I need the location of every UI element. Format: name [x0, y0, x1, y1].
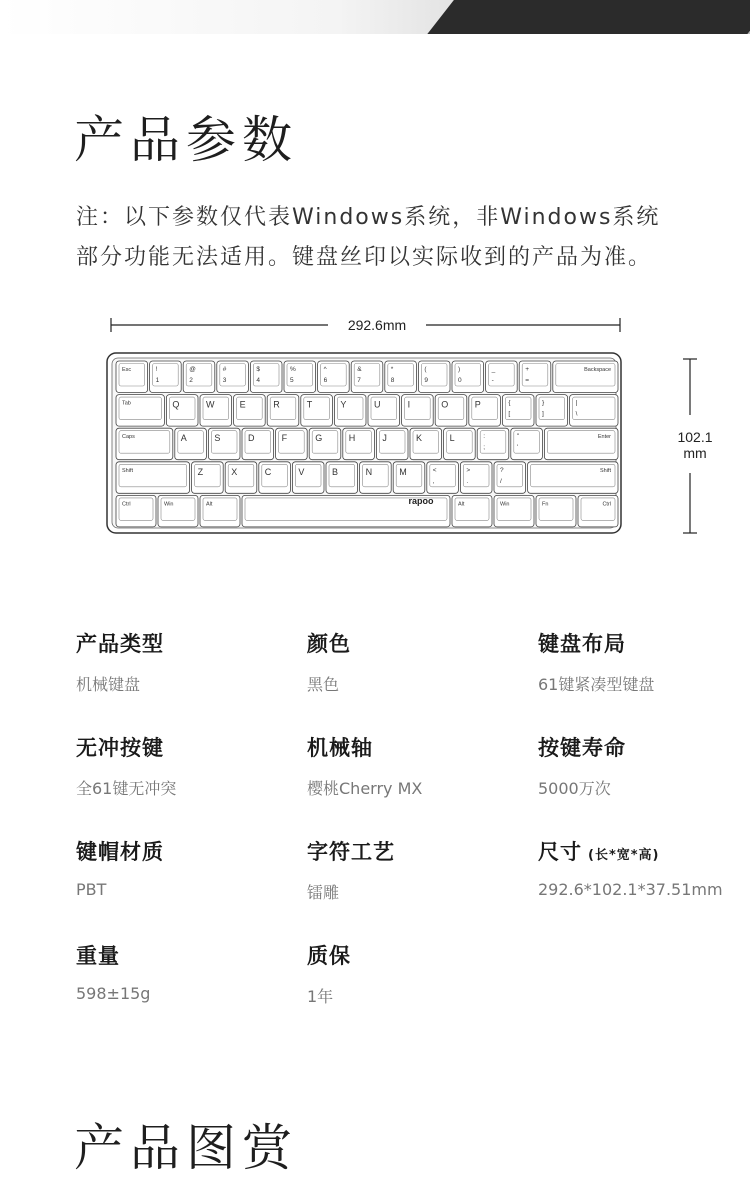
brand-logo: rapoo [408, 496, 434, 506]
keycap-legend: Esc [122, 367, 132, 373]
keycap-legend: 3 [222, 377, 227, 384]
keycap-legend: L [449, 433, 455, 444]
keycap-legend: ] [542, 410, 544, 418]
spec-label-sub: (长*宽*高) [588, 848, 660, 863]
spec-label: 质保 [307, 944, 351, 968]
spec-label: 键帽材质 [76, 840, 164, 864]
keycap [553, 361, 618, 393]
keycap-legend: & [357, 366, 362, 373]
keycap [393, 462, 425, 494]
keycap [225, 462, 257, 494]
keycap-legend: \ [575, 410, 578, 418]
keycap [444, 428, 476, 460]
keycap-legend: X [231, 466, 238, 477]
spec-value: 樱桃Cherry MX [307, 779, 423, 798]
keycap-legend: D [248, 433, 255, 444]
keycap [435, 395, 467, 427]
keycap-legend: # [222, 366, 227, 373]
keycap-legend: B [332, 466, 339, 477]
keycap [360, 462, 392, 494]
keycap [192, 462, 224, 494]
spec-value: 1年 [307, 987, 334, 1006]
keycap-legend: J [382, 433, 387, 444]
gallery-section-title: 产品图赏 [74, 1119, 298, 1177]
spec-value: 镭雕 [307, 883, 340, 902]
height-unit: mm [683, 445, 707, 461]
keycap [460, 462, 492, 494]
spec-label-main: 尺寸 [538, 840, 582, 864]
keycap-legend: Win [500, 501, 510, 508]
keycap-legend: Tab [122, 400, 131, 407]
photo-edge-dark [423, 0, 750, 34]
keycap [376, 428, 408, 460]
keycap-legend: . [466, 477, 469, 485]
keycap [519, 361, 551, 393]
keycap-legend: > [466, 466, 471, 474]
keycap [469, 395, 501, 427]
keycap-legend: : [483, 433, 486, 441]
keycap [200, 395, 232, 427]
keycap [427, 462, 459, 494]
disclaimer-note [76, 198, 696, 278]
keycap-legend: T [306, 399, 313, 410]
spec-label: 产品类型 [76, 632, 164, 656]
keycap [166, 395, 198, 427]
keycap [175, 428, 207, 460]
keycap-legend: 4 [256, 377, 261, 384]
keycap [267, 395, 299, 427]
note-line-1: 注：以下参数仅代表Windows系统，非Windows系统 [76, 205, 661, 230]
keycap-legend: Ctrl [602, 501, 611, 508]
spec-switch [307, 732, 527, 799]
keycap [351, 361, 383, 393]
keycap-legend: ) [458, 366, 461, 373]
spec-keycap-material [76, 836, 296, 899]
keycap [208, 428, 240, 460]
keycap [452, 361, 484, 393]
keycap-legend: _ [491, 366, 496, 373]
keycap-legend: K [416, 433, 423, 444]
keycap-legend: F [281, 433, 288, 444]
keycap-legend: + [525, 366, 529, 373]
keycap [536, 395, 568, 427]
keycap [158, 495, 198, 527]
spec-label: 重量 [76, 944, 120, 968]
keycap [528, 462, 618, 494]
keycap [234, 395, 266, 427]
keycap [292, 462, 324, 494]
keycap-legend: H [348, 433, 356, 444]
keycap-legend: Caps [122, 434, 135, 441]
spec-value: 黑色 [307, 675, 340, 694]
spec-product-type [76, 628, 296, 695]
keycap-legend: ^ [323, 366, 327, 373]
keycap [402, 395, 434, 427]
keycap-legend: Alt [458, 501, 465, 508]
spec-label: 按键寿命 [538, 736, 626, 760]
spec-value: 598±15g [76, 984, 151, 1003]
keycap-legend: S [214, 433, 221, 444]
keycap [116, 361, 148, 393]
keycap [318, 361, 350, 393]
keycap-legend: Y [340, 399, 347, 410]
keycap [477, 428, 509, 460]
keycap [536, 495, 576, 527]
keycap-legend: ! [155, 366, 158, 373]
keycap-legend: < [432, 466, 437, 474]
keycap [368, 395, 400, 427]
keycap-legend: 6 [323, 377, 328, 384]
keycap-legend: O [441, 399, 449, 410]
keycaps [116, 361, 618, 527]
keycap-legend: V [298, 466, 305, 477]
spec-value: 61键紧凑型键盘 [538, 675, 655, 694]
keycap-legend: % [290, 366, 296, 373]
keycap-legend: $ [256, 366, 261, 373]
keycap-legend: Fn [542, 501, 549, 508]
spec-legend-process [307, 836, 527, 903]
spec-value: 机械键盘 [76, 675, 141, 694]
keycap-legend: Z [197, 466, 204, 477]
keycap-legend: ' [516, 444, 519, 452]
keycap [578, 495, 618, 527]
spec-label [538, 836, 750, 866]
keycap [334, 395, 366, 427]
keycap [502, 395, 534, 427]
keycap [116, 462, 190, 494]
spec-label: 颜色 [307, 632, 351, 656]
keycap-legend: { [508, 399, 511, 407]
keycap-legend: [ [508, 410, 511, 418]
keycap [326, 462, 358, 494]
keycap-legend: P [474, 399, 481, 410]
keycap-legend: Enter [597, 434, 611, 441]
keycap [250, 361, 282, 393]
keycap-legend: 7 [357, 377, 361, 384]
keycap-legend: G [315, 433, 323, 444]
keycap-legend: Shift [599, 467, 611, 474]
spec-weight [76, 940, 296, 1003]
keycap-legend: M [399, 466, 407, 477]
spec-lifespan [538, 732, 750, 799]
keycap-legend: ? [500, 466, 504, 474]
keyboard-dimension-diagram [100, 305, 740, 545]
keycap-legend: " [516, 433, 520, 441]
spec-value: 5000万次 [538, 779, 611, 798]
keycap-legend: E [239, 399, 246, 410]
keycap [200, 495, 240, 527]
keycap-legend: U [374, 399, 381, 410]
keycap-legend: } [542, 399, 545, 407]
keycap [511, 428, 543, 460]
keycap [217, 361, 249, 393]
keycap-legend: Ctrl [122, 501, 131, 508]
keycap-legend: - [491, 377, 494, 384]
keycap-legend: 8 [390, 377, 395, 384]
params-section-title: 产品参数 [74, 111, 298, 169]
keycap-legend: I [407, 399, 411, 410]
keycap [494, 462, 526, 494]
keycap [276, 428, 308, 460]
keycap [494, 495, 534, 527]
keycap [116, 495, 156, 527]
note-line-2: 部分功能无法适用。键盘丝印以实际收到的产品为准。 [76, 245, 653, 270]
keycap [301, 395, 333, 427]
spec-nkro [76, 732, 296, 799]
spec-dimensions [538, 836, 750, 899]
keycap-legend: Backspace [584, 367, 611, 373]
keycap-legend: N [365, 466, 373, 477]
keycap-legend: A [180, 433, 187, 444]
keycap-legend: 0 [458, 377, 462, 384]
spec-label: 无冲按键 [76, 736, 164, 760]
top-product-photo-strip [0, 0, 750, 34]
keycap-legend: R [273, 399, 280, 410]
spec-value: PBT [76, 880, 107, 899]
keycap-legend: Q [172, 399, 180, 410]
keycap [150, 361, 182, 393]
keycap [259, 462, 291, 494]
keycap-legend: * [390, 366, 394, 373]
keycap-legend: | [575, 399, 578, 407]
spec-label: 机械轴 [307, 736, 373, 760]
keycap [385, 361, 417, 393]
keycap-legend: 5 [290, 377, 294, 384]
keycap [343, 428, 375, 460]
keycap-legend: 9 [424, 377, 429, 384]
keycap [410, 428, 442, 460]
keycap-legend: Win [164, 501, 174, 508]
keycap-legend: Shift [122, 467, 134, 474]
spec-value: 292.6*102.1*37.51mm [538, 880, 723, 899]
keycap [452, 495, 492, 527]
spec-color [307, 628, 527, 695]
keycap [116, 428, 173, 460]
spec-label: 字符工艺 [307, 840, 395, 864]
keycap-legend: Alt [206, 501, 213, 508]
keycap [284, 361, 316, 393]
keycap-legend: 2 [189, 377, 193, 384]
keycap-legend: ; [483, 444, 486, 452]
keycap [309, 428, 341, 460]
keycap [116, 395, 164, 427]
keycap [544, 428, 618, 460]
spec-label: 键盘布局 [538, 632, 626, 656]
keycap [486, 361, 518, 393]
height-value: 102.1 [677, 429, 713, 445]
keycap [418, 361, 450, 393]
keycap-legend: / [500, 477, 502, 485]
spec-layout [538, 628, 750, 695]
keycap-legend: @ [189, 366, 196, 373]
keycap-legend: W [206, 399, 215, 410]
keycap [183, 361, 215, 393]
spec-value: 全61键无冲突 [76, 779, 177, 798]
keycap-legend: 1 [155, 377, 160, 384]
keycap-legend: , [432, 477, 435, 485]
keycap-legend: ( [424, 366, 427, 373]
keycap-legend: = [525, 377, 529, 384]
width-label: 292.6mm [347, 317, 407, 333]
keycap [242, 428, 274, 460]
spec-warranty [307, 940, 527, 1007]
keycap [570, 395, 618, 427]
keycap-legend: C [264, 466, 272, 477]
